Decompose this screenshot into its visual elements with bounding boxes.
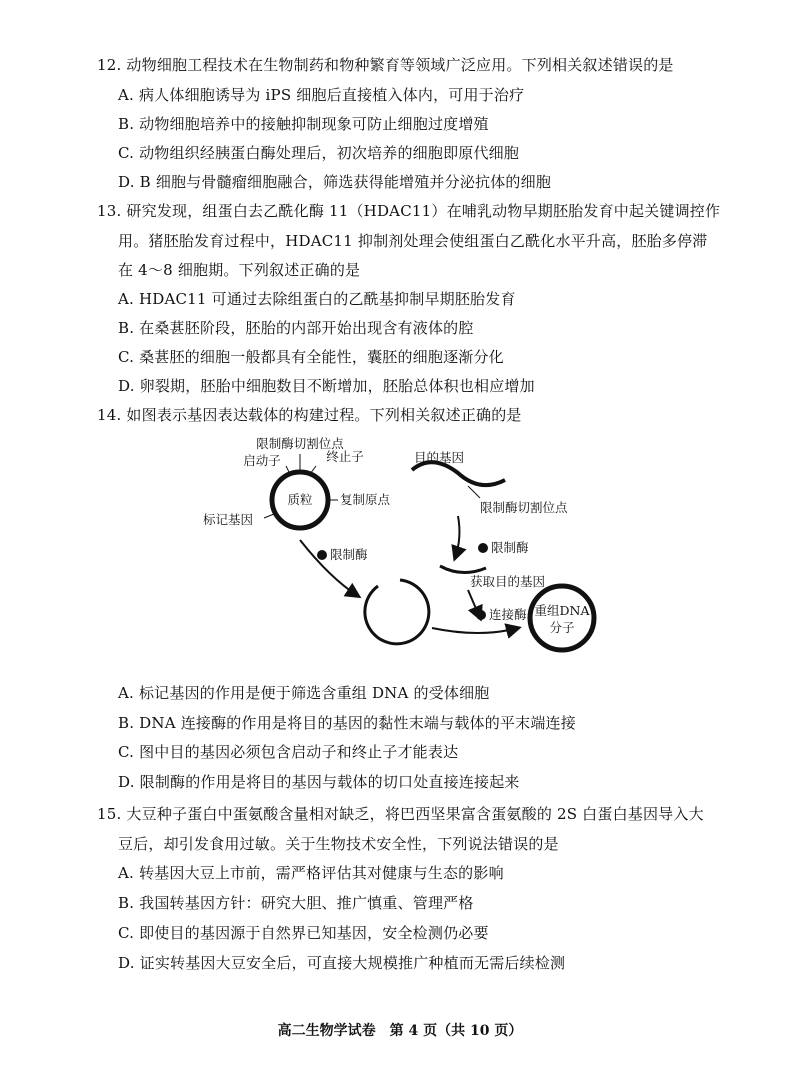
label-restriction-site-top: 限制酶切割位点 bbox=[256, 436, 344, 451]
q14-option-d[interactable]: D. 限制酶的作用是将目的基因与载体的切口处直接连接起来 bbox=[118, 773, 520, 791]
label-recombinant-1: 重组DNA bbox=[534, 603, 590, 618]
label-enzyme-left: 限制酶 bbox=[330, 547, 368, 562]
ligase-icon bbox=[476, 610, 486, 620]
q12-option-d[interactable]: D. B 细胞与骨髓瘤细胞融合，筛选获得能增殖并分泌抗体的细胞 bbox=[118, 173, 552, 191]
q13-stem-line-2: 用。猪胚胎发育过程中，HDAC11 抑制剂处理会使组蛋白乙酰化水平升高，胚胎多停滞 bbox=[118, 232, 708, 250]
q13-stem-line-3: 在 4～8 细胞期。下列叙述正确的是 bbox=[118, 261, 361, 279]
arrow-cut-gene bbox=[455, 516, 459, 558]
gene-fragment bbox=[440, 566, 486, 573]
plasmid-label: 质粒 bbox=[287, 492, 313, 507]
q14-stem: 14. 如图表示基因表达载体的构建过程。下列相关叙述正确的是 bbox=[97, 406, 522, 424]
page-footer: 高二生物学试卷 第 4 页（共 10 页） bbox=[277, 1023, 523, 1039]
q12-option-a[interactable]: A. 病人体细胞诱导为 iPS 细胞后直接植入体内，可用于治疗 bbox=[118, 86, 525, 104]
q13-option-c[interactable]: C. 桑葚胚的细胞一般都具有全能性，囊胚的细胞逐渐分化 bbox=[118, 348, 504, 366]
label-restriction-site-right: 限制酶切割位点 bbox=[480, 500, 568, 515]
q14-option-a[interactable]: A. 标记基因的作用是便于筛选含重组 DNA 的受体细胞 bbox=[118, 684, 490, 702]
label-origin: 复制原点 bbox=[340, 492, 391, 507]
q15-option-a[interactable]: A. 转基因大豆上市前，需严格评估其对健康与生态的影响 bbox=[118, 864, 504, 882]
label-ligase: 连接酶 bbox=[489, 607, 527, 622]
target-gene-dna bbox=[412, 462, 505, 485]
recombinant-dna-ring bbox=[530, 586, 594, 650]
q13-option-b[interactable]: B. 在桑葚胚阶段，胚胎的内部开始出现含有液体的腔 bbox=[118, 319, 474, 337]
label-recombinant-2: 分子 bbox=[549, 620, 575, 635]
q15-stem-line-2: 豆后，却引发食用过敏。关于生物技术安全性，下列说法错误的是 bbox=[118, 835, 559, 853]
leader-marker bbox=[264, 514, 274, 518]
vector-construction-diagram bbox=[200, 428, 620, 678]
arrow-vector-to-recombinant bbox=[432, 628, 518, 633]
q12-option-b[interactable]: B. 动物细胞培养中的接触抑制现象可防止细胞过度增殖 bbox=[118, 115, 489, 133]
q14-option-c[interactable]: C. 图中目的基因必须包含启动子和终止子才能表达 bbox=[118, 743, 459, 761]
label-enzyme-right: 限制酶 bbox=[491, 540, 529, 555]
cut-plasmid bbox=[365, 580, 429, 644]
enzyme-icon-left bbox=[317, 550, 327, 560]
label-promoter: 启动子 bbox=[243, 453, 281, 468]
label-terminator: 终止子 bbox=[326, 449, 364, 464]
q13-option-a[interactable]: A. HDAC11 可通过去除组蛋白的乙酰基抑制早期胚胎发育 bbox=[118, 290, 516, 308]
q13-option-d[interactable]: D. 卵裂期，胚胎中细胞数目不断增加，胚胎总体积也相应增加 bbox=[118, 377, 535, 395]
label-target-gene: 目的基因 bbox=[414, 450, 465, 465]
enzyme-icon-right bbox=[478, 543, 488, 553]
q15-option-b[interactable]: B. 我国转基因方针：研究大胆、推广慎重、管理严格 bbox=[118, 894, 474, 912]
q12-option-c[interactable]: C. 动物组织经胰蛋白酶处理后，初次培养的细胞即原代细胞 bbox=[118, 144, 520, 162]
label-obtain-gene: 获取目的基因 bbox=[470, 574, 546, 589]
q14-option-b[interactable]: B. DNA 连接酶的作用是将目的基因的黏性末端与载体的平末端连接 bbox=[118, 714, 576, 732]
leader-restriction-right bbox=[468, 486, 480, 498]
q15-option-d[interactable]: D. 证实转基因大豆安全后，可直接大规模推广种植而无需后续检测 bbox=[118, 954, 566, 972]
label-marker: 标记基因 bbox=[202, 512, 254, 527]
q12-stem: 12. 动物细胞工程技术在生物制药和物种繁育等领域广泛应用。下列相关叙述错误的是 bbox=[97, 56, 674, 74]
q15-option-c[interactable]: C. 即使目的基因源于自然界已知基因，安全检测仍必要 bbox=[118, 924, 489, 942]
q13-stem-line-1: 13. 研究发现，组蛋白去乙酰化酶 11（HDAC11）在哺乳动物早期胚胎发育中起关键调控作 bbox=[97, 202, 721, 220]
q15-stem-line-1: 15. 大豆种子蛋白中蛋氨酸含量相对缺乏，将巴西坚果富含蛋氨酸的 2S 白蛋白基因导入大 bbox=[97, 805, 704, 823]
